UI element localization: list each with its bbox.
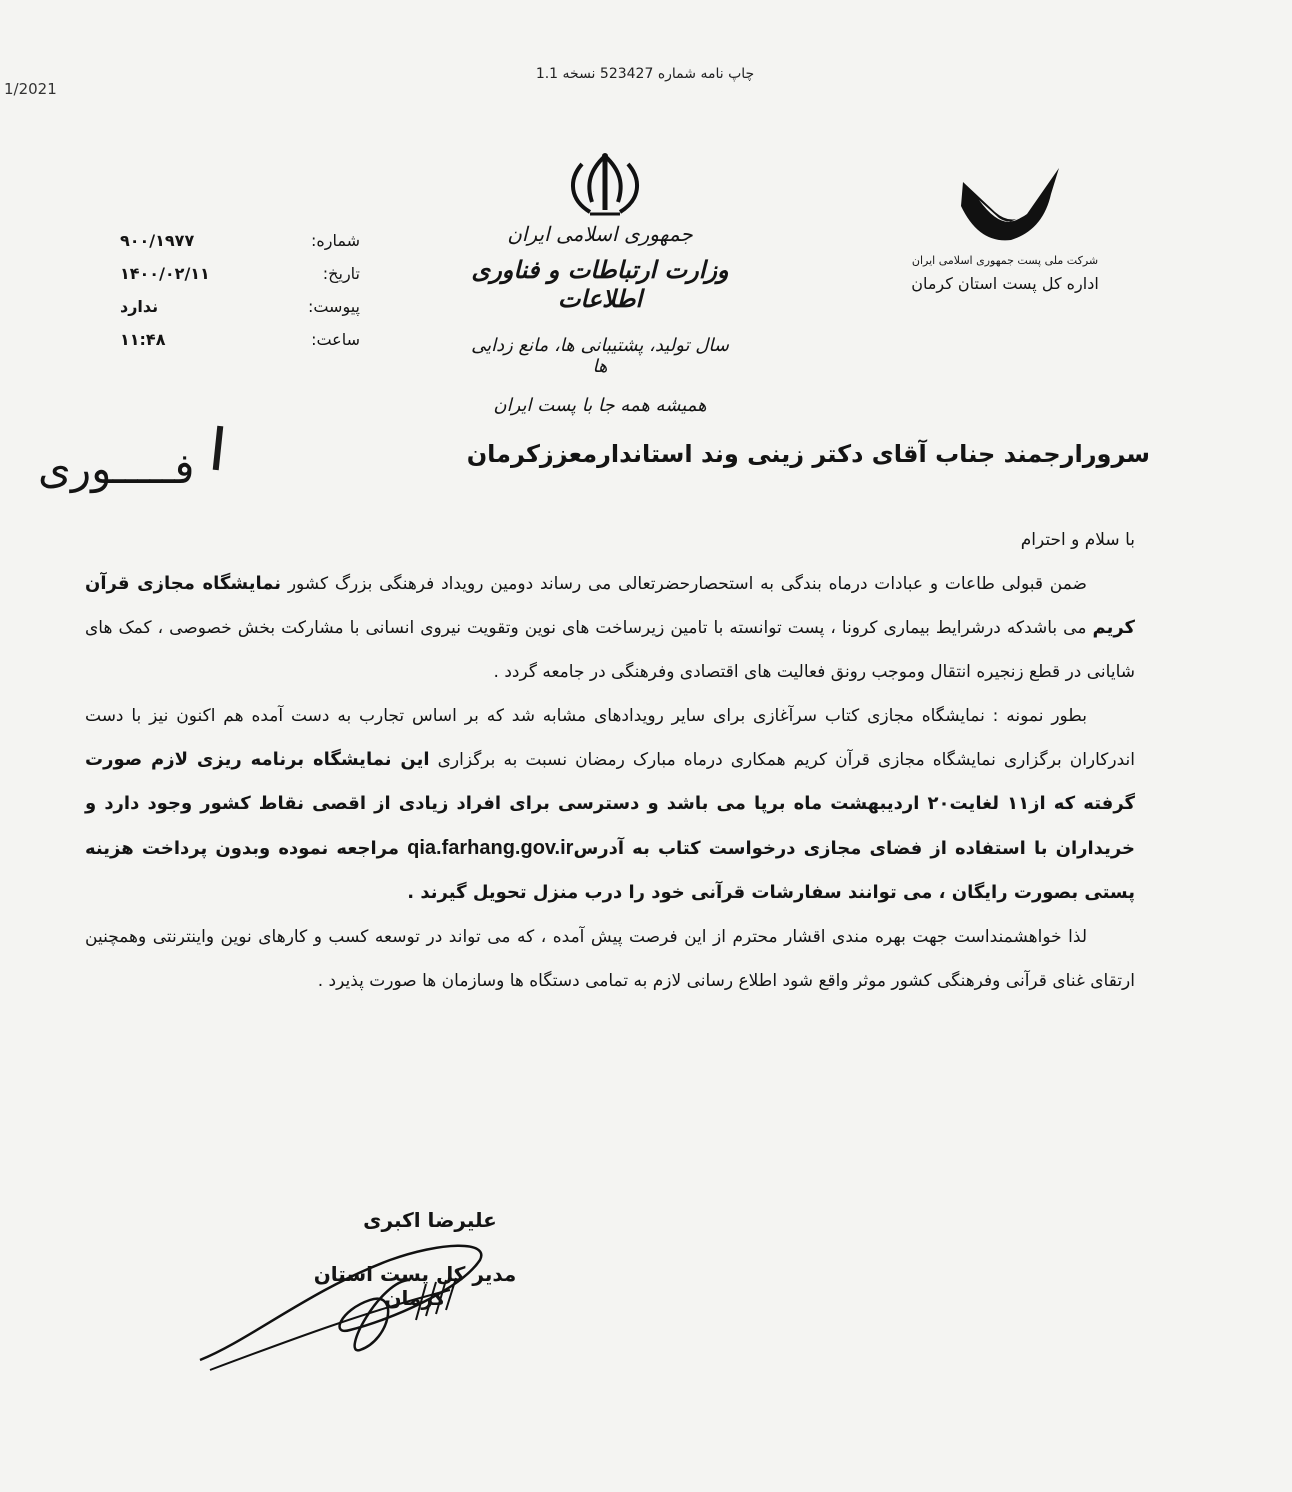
ministry-name: وزارت ارتباطات و فناوری اطلاعات [471, 255, 729, 313]
slogan-year: سال تولید، پشتیبانی ها، مانع زدایی ها [471, 335, 729, 377]
recipient: سرورارجمند جناب آقای دکتر زینی وند استاندارمعززکرمان [466, 440, 1150, 468]
p2-text-a: بطور نمونه : نمایشگاه مجازی کتاب سرآغازی برای سایر رویدادهای مشابه شد که بر اساس تجارب به دست آمده هم اکنون نیز با دست اندرکاران برگزاری نمایشگاه مجازی قرآن کریم همکاری درماه مبارک رمضان نسبت به برگزاری [85, 706, 1135, 770]
meta-label: شماره: [310, 231, 360, 250]
post-office-name: اداره کل پست استان کرمان [911, 274, 1099, 293]
side-date: 1/2021 [4, 80, 57, 98]
meta-value: ندارد [120, 297, 159, 316]
greeting: با سلام و احترام [1020, 530, 1135, 550]
letter-body [85, 518, 1135, 1003]
meta-row-date [120, 261, 360, 294]
paragraph-3: لذا خواهشمنداست جهت بهره مندی اقشار محترم از این فرصت پیش آمده ، که می تواند در توسعه کسب و کارهای نوین واینترنتی وهمچنین ارتقای غنای قرآنی وفرهنگی کشور موثر واقع شود اطلاع رسانی لازم به تمامی دستگاه ها وسازمان ها صورت پذیرد . [85, 927, 1135, 991]
meta-value: ۱۱:۴۸ [120, 330, 166, 349]
print-line: چاپ نامه شماره 523427 نسخه 1.1 [535, 66, 755, 82]
meta-row-time [120, 327, 360, 360]
urgent-stamp-text: فـــــوری [38, 444, 195, 493]
signatory-title: مدیر کل پست استان کرمان [313, 1262, 517, 1310]
letter-meta [120, 228, 360, 360]
p1-bold: نمایشگاه مجازی قرآن کریم [85, 573, 1135, 638]
meta-row-attachment [120, 294, 360, 327]
meta-label: پیوست: [307, 297, 360, 316]
p2-bold-a: این نمایشگاه برنامه ریزی لازم صورت گرفته که از۱۱ لغایت۲۰ اردیبهشت ماه برپا می باشد و دسترسی برای افراد زیادی از اقصی نقاط کشور وجود دارد و خریداران با استفاده از فضای مجازی درخواست کتاب به آدرس [85, 749, 1135, 859]
paragraph-1 [85, 562, 1135, 694]
meta-row-number [120, 228, 360, 261]
website-link[interactable]: qia.farhang.gov.ir [407, 837, 574, 859]
meta-label: تاریخ: [322, 264, 360, 283]
slogan-post: همیشه همه جا با پست ایران [493, 395, 707, 416]
meta-value: ۹۰۰/۱۹۷۷ [120, 231, 195, 250]
urgent-stamp [20, 430, 230, 520]
p1-text-b: می باشدکه درشرایط بیماری کرونا ، پست توانسته با تامین زیرساخت های نوین وتقویت نیروی انسانی با مشارکت بخش خصوصی ، کمک های شایانی در قطع زنجیره انتقال وموجب رونق فعالیت های اقتصادی وفرهنگی در جامعه گردد . [85, 618, 1135, 682]
iran-emblem-icon [560, 150, 650, 222]
p2-bold-b: مراجعه نموده وبدون پرداخت هزینه پستی بصورت رایگان ، می توانند سفارشات قرآنی خود را درب منزل تحویل گیرند . [85, 838, 1135, 903]
republic-title: جمهوری اسلامی ایران [507, 222, 693, 246]
post-company-name: شرکت ملی پست جمهوری اسلامی ایران [911, 254, 1099, 267]
paragraph-2 [85, 694, 1135, 915]
p1-text-a: ضمن قبولی طاعات و عبادات درماه بندگی به استحصارحضرتعالی می رساند دومین رویداد فرهنگی بزرگ کشور [281, 574, 1087, 594]
meta-value: ۱۴۰۰/۰۲/۱۱ [120, 264, 210, 283]
iran-post-logo-icon [955, 160, 1065, 250]
meta-label: ساعت: [311, 330, 360, 349]
signatory-name: علیرضا اکبری [363, 1208, 497, 1232]
